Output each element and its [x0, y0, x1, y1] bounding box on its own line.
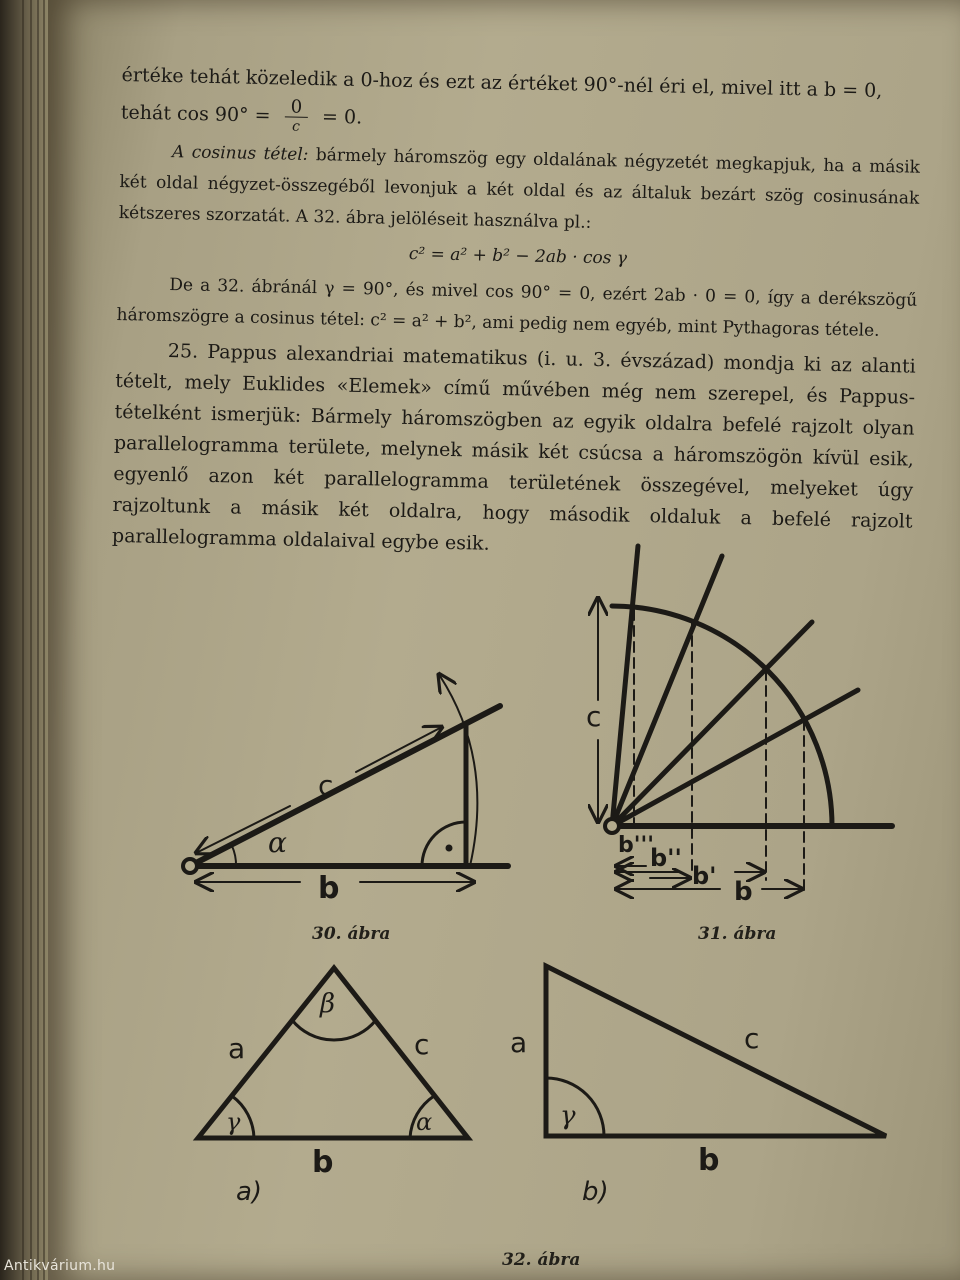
fraction-numerator: 0 — [285, 98, 309, 117]
fig30-caption: 30. ábra — [312, 924, 391, 944]
fig31-caption: 31. ábra — [698, 924, 777, 944]
fig31-label-b3: b''' — [618, 833, 654, 858]
figure-32b — [546, 966, 886, 1136]
fig32a-label-beta: β — [320, 989, 336, 1019]
paragraph-pythagoras: De a 32. ábránál γ = 90°, és mivel cos 90° = 0, ezért 2ab · 0 = 0, így a derékszögű háromszögre a cosinus tétel: c² = a² + b², ami pedig nem egyéb, mint Pythagoras tétele. — [116, 275, 918, 341]
fig32b-label-gamma: γ — [560, 1101, 576, 1131]
fig30-label-c: c — [318, 769, 334, 802]
fig32a-label-a: a — [228, 1032, 246, 1065]
cos90-suffix: = 0. — [321, 105, 363, 129]
fig30-label-alpha: α — [268, 826, 287, 859]
fig30-label-b: b — [318, 871, 340, 906]
fig30-right-angle-dot — [446, 845, 452, 851]
figure-30 — [183, 676, 508, 882]
fig32a-label-c: c — [414, 1028, 430, 1061]
fig30-vertex — [183, 859, 197, 873]
fig30-right-angle — [422, 822, 466, 866]
fig31-label-b: b — [734, 877, 753, 907]
fig30-arc — [440, 676, 477, 866]
fig30-side-c — [190, 706, 500, 866]
fraction-denominator: c — [291, 118, 301, 135]
fig32b-label-c: c — [744, 1022, 760, 1055]
fig32a-label-alpha: α — [416, 1108, 433, 1136]
cos90-prefix: tehát cos 90° = — [120, 101, 271, 127]
paragraph-pappus: 25. Pappus alexandriai matematikus (i. u. 3. évszázad) mondja ki az alanti tételt, mely Euklides «Elemek» című művében még nem szerepel, és Pappus-tételként ismerjük: Bármely háromszögben az egyik oldalra befelé rajzolt olyan parallelogramma területe, melynek másik két csúcsa a háromszögön kívül esik, egyenlő azon két parallelogramma területének összegével, melyeket úgy rajzoltunk a másik két oldalra, hogy második oldaluk a befelé rajzolt parallelogramma oldalaival egybe esik. — [111, 340, 916, 555]
paragraph-cos90-intro: értéke tehát közeledik a 0-hoz és ezt az értéket 90°-nél éri el, mivel itt a b = 0, — [121, 63, 883, 102]
fig31-label-c: c — [586, 700, 602, 733]
cosine-law-body: bármely háromszög egy oldalának négyzetét megkapjuk, ha a másik két oldal négyzet-összegéből levonjuk a két oldal és az általuk bezárt szög cosinusának kétszeres szorzatát. A 32. ábra jelöléseit használva pl.: — [118, 145, 921, 233]
fig32b-sublabel: b) — [582, 1177, 609, 1207]
fig31-label-b2: b'' — [650, 844, 682, 872]
cosine-law-label: A cosinus tétel: — [171, 142, 309, 165]
fig32a-label-b: b — [312, 1145, 334, 1180]
fig31-vertex — [605, 819, 619, 833]
fig31-label-b1: b' — [692, 862, 717, 890]
watermark: Antikvárium.hu — [4, 1258, 116, 1274]
fig32a-angle-beta — [292, 1020, 376, 1040]
fig32a-label-gamma: γ — [226, 1108, 241, 1136]
fig32-caption: 32. ábra — [502, 1250, 581, 1270]
fig32b-label-b: b — [698, 1143, 720, 1178]
fig32a-sublabel: a) — [236, 1177, 263, 1207]
fig32b-label-a: a — [510, 1026, 528, 1059]
cosine-law-formula: c² = a² + b² − 2ab · cos γ — [408, 244, 628, 269]
